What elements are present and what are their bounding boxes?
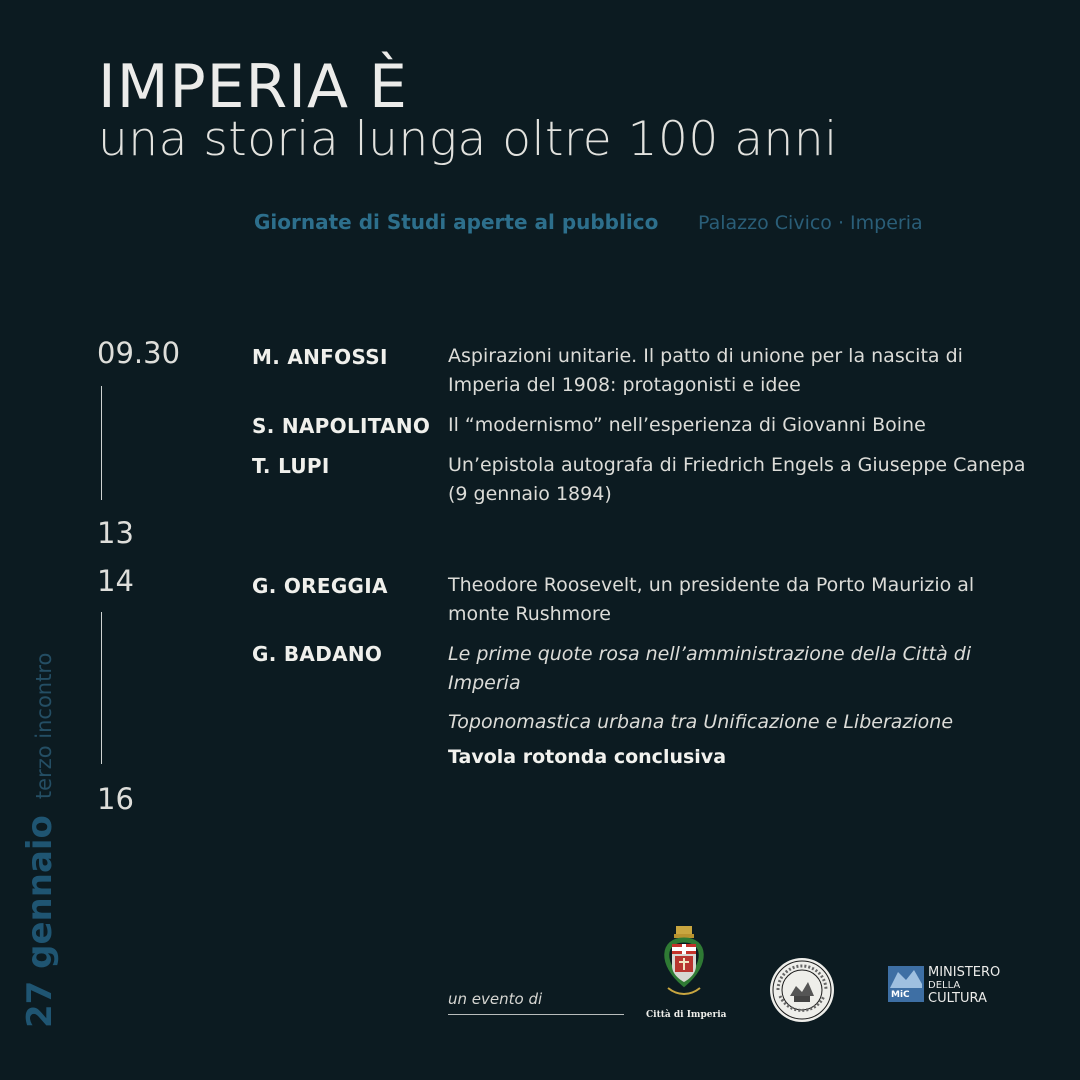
mic-shape-icon [888,966,924,990]
city-logo-label: Città di Imperia [646,1010,727,1020]
time-afternoon-start: 14 [97,564,134,598]
ministry-line-1: MINISTERO [928,965,1001,980]
speaker-anfossi: M. ANFOSSI [252,345,388,369]
timeline-divider-morning [101,386,102,500]
speaker-oreggia: G. OREGGIA [252,574,388,598]
side-date-label [20,653,60,1028]
city-of-imperia-logo [646,924,727,1020]
meeting-number: terzo incontro [32,652,56,800]
ministry-name [928,966,1000,1006]
time-end: 16 [97,782,134,816]
event-date: 27 gennaio [20,815,60,1028]
mic-abbr: MiC [891,990,910,1000]
talk-lupi: Un’epistola autografa di Friedrich Engels a Giuseppe Canepa (9 gennaio 1894) [448,454,1026,505]
subtitle: Giornate di Studi aperte al pubblico [254,210,659,234]
ministry-line-2: DELLA [928,980,961,991]
time-morning-end: 13 [97,516,134,550]
event-by-label: un evento di [448,990,624,1015]
venue: Palazzo Civico · Imperia [698,212,923,234]
speaker-lupi: T. LUPI [252,454,330,478]
mic-icon [888,966,924,1002]
talk-toponomastica: Toponomastica urbana tra Unificazione e Liberazione [448,711,954,733]
talk-round-table: Tavola rotonda conclusiva [448,746,727,768]
title-line-2: una storia lunga oltre 100 anni [98,112,838,167]
archive-seal-logo [768,956,836,1028]
time-start: 09.30 [97,336,181,370]
seal-icon [768,956,836,1024]
talk-oreggia: Theodore Roosevelt, un presidente da Porto Maurizio al monte Rushmore [448,574,975,625]
ministry-of-culture-logo [888,966,1000,1006]
speaker-napolitano: S. NAPOLITANO [252,414,431,438]
title-line-1: IMPERIA È [98,52,408,122]
talk-napolitano: Il “modernismo” nell’esperienza di Giovanni Boine [448,414,926,436]
coat-of-arms-icon [654,924,714,1004]
talk-badano: Le prime quote rosa nell’amministrazione della Città di Imperia [448,643,972,694]
talk-anfossi: Aspirazioni unitarie. Il patto di unione per la nascita di Imperia del 1908: protagonisti e idee [448,345,963,396]
timeline-divider-afternoon [101,612,102,764]
speaker-badano: G. BADANO [252,642,383,666]
ministry-line-3: CULTURA [928,991,987,1006]
